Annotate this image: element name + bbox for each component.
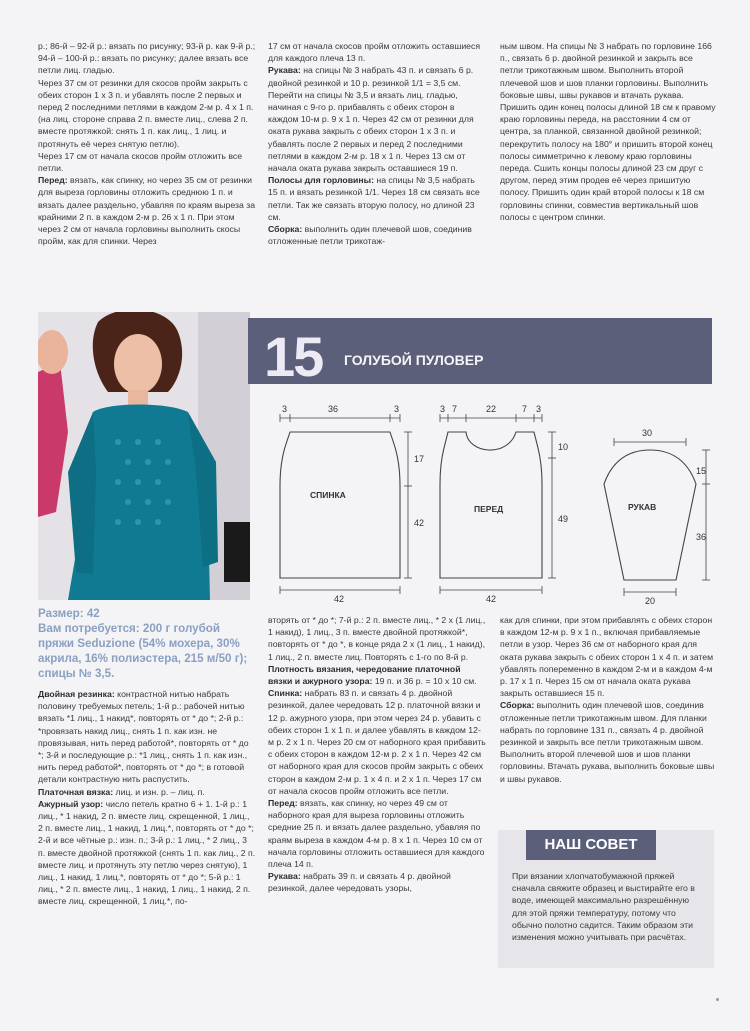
schematic-drawing (262, 400, 712, 608)
top-col1-front (38, 174, 256, 247)
assembly-label-2: Сборка: (500, 700, 535, 711)
assembly-text-2: выполнить один плечевой шов, соединив отложенные петли трикотажным швом. Для планки набрать по горловине 131 п., связать 4 р. двойной резинкой и закрыть все петли трикотажным швом. Выполнить второй плечевой шов и шов планки горловины. Втачать рукава, выполнить боковые швы и швы рукавов. (500, 700, 715, 784)
sleeves-label: Рукава: (268, 871, 301, 882)
lace-section (38, 798, 256, 908)
sleeve-top: 30 (642, 428, 653, 438)
assembly-text: выполнить один плечевой шов, соединив отложенные петли трикотаж- (268, 224, 472, 247)
stockinette-text: лиц. и изн. р. – лиц. п. (115, 786, 205, 797)
stockinette-section (38, 786, 256, 798)
top-column-1 (38, 40, 256, 247)
advice-box (498, 830, 714, 968)
model-photo (38, 312, 250, 600)
rib-text: контрастной нитью набрать половину требуемых петель; 1-й р.: рабочей нитью вязать *1 лиц., 1 накид*, повторять от * до *; 2-й р.: *провязать накид лиц., снять 1 п. как изн. не провязывая, нить перед работой*, повторять от * до *; 3-й и последующие р.: *1 лиц., снять 1 п. как изн., нить перед работой*, повторять от * до *; в готовой детали контрастную нить распустить. (38, 689, 249, 785)
rib-label: Двойная резинка: (38, 689, 115, 699)
back-top-left: 3 (282, 404, 288, 414)
bottom-column-1 (38, 688, 256, 908)
assembly-section (268, 223, 486, 247)
rib-section (38, 688, 256, 786)
back-text: набрать 83 п. и связать 4 р. двойной резинкой, далее чередовать 12 р. платочной вязки и 12 р. ажурного узора, при этом через 24 р. убавить с обеих сторон 1 х 1 п. и далее убавлять в каждом 12-м р. 2 х 1 п. Через 20 см от наборного края прибавить с обеих сторон в каждом 12-м р. 2 х 1 п. Через 42 см от наборного края для скосов пройм закрыть с обеих сторон в каждом 2-м р. 1 х 4 п. и 2 х 1 п. Через 17 см от начала скосов пройм отложить все петли. (268, 688, 486, 796)
back-label-text: Спинка: (268, 688, 303, 699)
assembly-label: Сборка: (268, 224, 303, 235)
top-col1-para-3: Через 17 см от начала скосов пройм отложить все петли. (38, 150, 243, 174)
assembly-section-2 (500, 699, 718, 784)
front-text-2: вязать, как спинку, но через 49 см от наборного края для выреза горловины отложить средние 25 п. и вязать далее раздельно, убавляя по краям выреза в каждом 4-м р. 8 х 1 п. Через 10 см от начала горловины отложить оставшиеся для каждого плеча 14 п. (268, 798, 485, 870)
lace-text: число петель кратно 6 + 1. 1-й р.: 1 лиц., * 1 накид, 2 п. вместе лиц. скрещенной, 1 лиц., 2 п. вместе лиц., 1 накид, 1 лиц.*, повторять от * до *; 2-й и все чётные р.: изн. п.; 3-й р.: 1 лиц., * 2 лиц., 3 п. вместе двойной протяжкой (снять 1 п. как лиц., 2 п. вместе лиц. и протянуть эту петлю через снятую), 1 лиц., 1 накид, 1 лиц.*, повторять от * до *; 5-й р.: 1 лиц., * 2 п. вместе лиц., 1 накид, 1 лиц., 1 накид, 2 п. вместе лиц. скрещенной, 1 лиц.*, по- (38, 798, 256, 907)
strip-section (268, 174, 486, 223)
top-col1-para-1: р.; 86-й – 92-й р.: вязать по рисунку; 93-й р. как 9-й р.; 94-й – 100-й р.: вязать по рисунку; далее вязать все петли лиц. гладью. (38, 41, 256, 76)
back-schematic (280, 414, 412, 594)
page-marker (716, 998, 719, 1001)
back-h-top: 17 (414, 454, 425, 464)
front-top-a: 3 (440, 404, 446, 414)
model-photo-illustration (38, 312, 250, 600)
sleeve-text: на спицы № 3 набрать 43 п. и связать 6 р. двойной резинкой и 10 р. резинкой 1/1 = 3,5 см. Перейти на спицы № 3,5 и вязать лиц. гладью, начиная с 9-го р. прибавлять с обеих сторон в каждом 10-м р. 9 х 1 п. Через 42 см от резинки для оката рукава закрыть с обеих сторон 1 х 3 п. и убавлять после 2 первых и перед 2 последними петлями в каждом 2-м р. 18 х 1 п. Через 13 см от начала оката рукава закрыть оставшиеся 19 п. (268, 65, 474, 174)
gauge-section (268, 663, 486, 687)
lace-label: Ажурный узор: (38, 798, 104, 809)
top-col2-intro: 17 см от начала скосов пройм отложить оставшиеся для каждого плеча 13 п. (268, 41, 481, 64)
bottom-col3-intro: как для спинки, при этом прибавлять с обеих сторон в каждом 12-м р. 9 х 1 п., включая прибавляемые петли в узор. Через 36 см от наборного края для оката рукава закрыть с обеих сторон 1 х 4 п. и затем убавлять попеременно в каждом 2-м и в каждом 4-м р. 17 х 1 п. Через 15 см от начала оката рукава закрыть оставшиеся 15 п. (500, 615, 714, 699)
materials-line: Вам потребуется: 200 г голубой пряжи Seduzione (54% мохера, 30% акрила, 16% полиэстера, 215 м/50 г); спицы № 3,5. (38, 622, 248, 680)
front-h-bottom: 49 (558, 514, 569, 524)
strip-text: на спицы № 3,5 набрать 15 п. и вязать резинкой 1/1. Через 18 см связать все петли. Так же связать вторую полосу, но длиной 23 см. (268, 175, 480, 222)
front-h-top: 10 (558, 442, 569, 452)
back-top-mid: 36 (328, 404, 339, 414)
size-block (38, 606, 256, 681)
front-label-text: Перед: (268, 798, 298, 809)
gauge-label: Плотность вязания, чередование платочной вязки и ажурного узора: (268, 663, 461, 687)
top-col3-text: ным швом. На спицы № 3 набрать по горловине 166 п., связать 6 р. двойной резинкой и закрыть все петли трикотажным швом. Выполнить второй плечевой шов и шов планки горловины. Выполнить боковые швы, швы рукавов и втачать рукава. Пришить один конец полосы длиной 18 см к правому краю горловины переда, на расстоянии 4 см от центра, за планкой, связанной двойной резинкой; перекрутить полосу на 180° и пришить второй конец полосы симметрично к левому краю горловины переда. Сшить концы полосы длиной 23 см друг с другом, перед этим продев её через пришитую полосу. Пришить один край второй полосы к 18 см горловины спинки, совместив вертикальный шов полосы с центром спинки. (500, 41, 716, 222)
sleeve-h-top: 15 (696, 466, 707, 476)
gauge-text: 19 п. и 36 р. = 10 х 10 см. (374, 676, 477, 687)
bottom-col2-intro: вторять от * до *; 7-й р.: 2 п. вместе лиц., * 2 х (1 лиц., 1 накид), 1 лиц., 3 п. вместе двойной протяжкой*, повторять от * до *, в конце ряда 2 х (1 лиц., 1 накид), 1 лиц., 2 п. вместе лиц. Повторять с 1-го по 8-й р. (268, 615, 486, 662)
back-h-bottom: 42 (414, 518, 425, 528)
top-column-3 (500, 40, 718, 223)
back-section (268, 687, 486, 797)
front-top-b: 7 (452, 404, 458, 414)
front-text: вязать, как спинку, но через 35 см от резинки для выреза горловины отложить среднюю 1 п. и вязать далее раздельно, убавляя по краям выреза за крайними 2 п. в каждом 2-м р. 26 х 1 п. При этом через 2 см от начала горловины выполнить скосы пройм, как для спинки. Через (38, 175, 256, 247)
back-label: СПИНКА (310, 490, 346, 500)
top-col1-para-2: Через 37 см от резинки для скосов пройм закрыть с обеих сторон 1 х 3 п. и убавлять после 2 первых и перед 2 последними петлями в каждом 2-м р. 4 х 1 п. (на лиц. стороне справа 2 п. вместе лиц., слева 2 п. вместе протяжкой: снять 1 п. как лиц., 1 лиц. и протянуть её через снятую петлю). (38, 77, 254, 149)
sleeve-label: Рукава: (268, 65, 301, 76)
bottom-column-3 (500, 614, 718, 785)
sleeve-width: 20 (645, 596, 656, 606)
pattern-title: ГОЛУБОЙ ПУЛОВЕР (344, 352, 484, 368)
top-column-2 (268, 40, 486, 247)
sleeve-h-bottom: 36 (696, 532, 707, 542)
back-top-right: 3 (394, 404, 400, 414)
stockinette-label: Платочная вязка: (38, 786, 114, 797)
front-top-mid: 22 (486, 404, 497, 414)
pattern-banner (248, 318, 712, 388)
front-label: ПЕРЕД (474, 504, 504, 514)
front-width: 42 (486, 594, 497, 604)
advice-title: НАШ СОВЕТ (526, 830, 656, 860)
back-width: 42 (334, 594, 345, 604)
front-top-c: 7 (522, 404, 528, 414)
front-top-d: 3 (536, 404, 542, 414)
front-section (268, 797, 486, 870)
sleeve-label: РУКАВ (628, 502, 657, 512)
size-line: Размер: 42 (38, 607, 100, 620)
sleeve-schematic (604, 438, 710, 596)
advice-header (498, 830, 714, 860)
sleeves-text: набрать 39 п. и связать 4 р. двойной резинкой, далее чередовать узоры, (268, 871, 451, 894)
advice-text: При вязании хлопчатобумажной пряжей сначала свяжите образец и выстирайте его в воде, имеющей максимально разрешённую для этой пряжи температуру, потому что обычно полотно садится. Таким образом эти изменения можно учитывать при расчётах. (512, 871, 695, 943)
sleeve-section (268, 64, 486, 174)
front-label: Перед: (38, 175, 68, 186)
schematics (262, 400, 712, 608)
pattern-number: 15 (264, 325, 323, 388)
strip-label: Полосы для горловины: (268, 175, 374, 186)
sleeves-section (268, 870, 486, 894)
bottom-column-2 (268, 614, 486, 895)
